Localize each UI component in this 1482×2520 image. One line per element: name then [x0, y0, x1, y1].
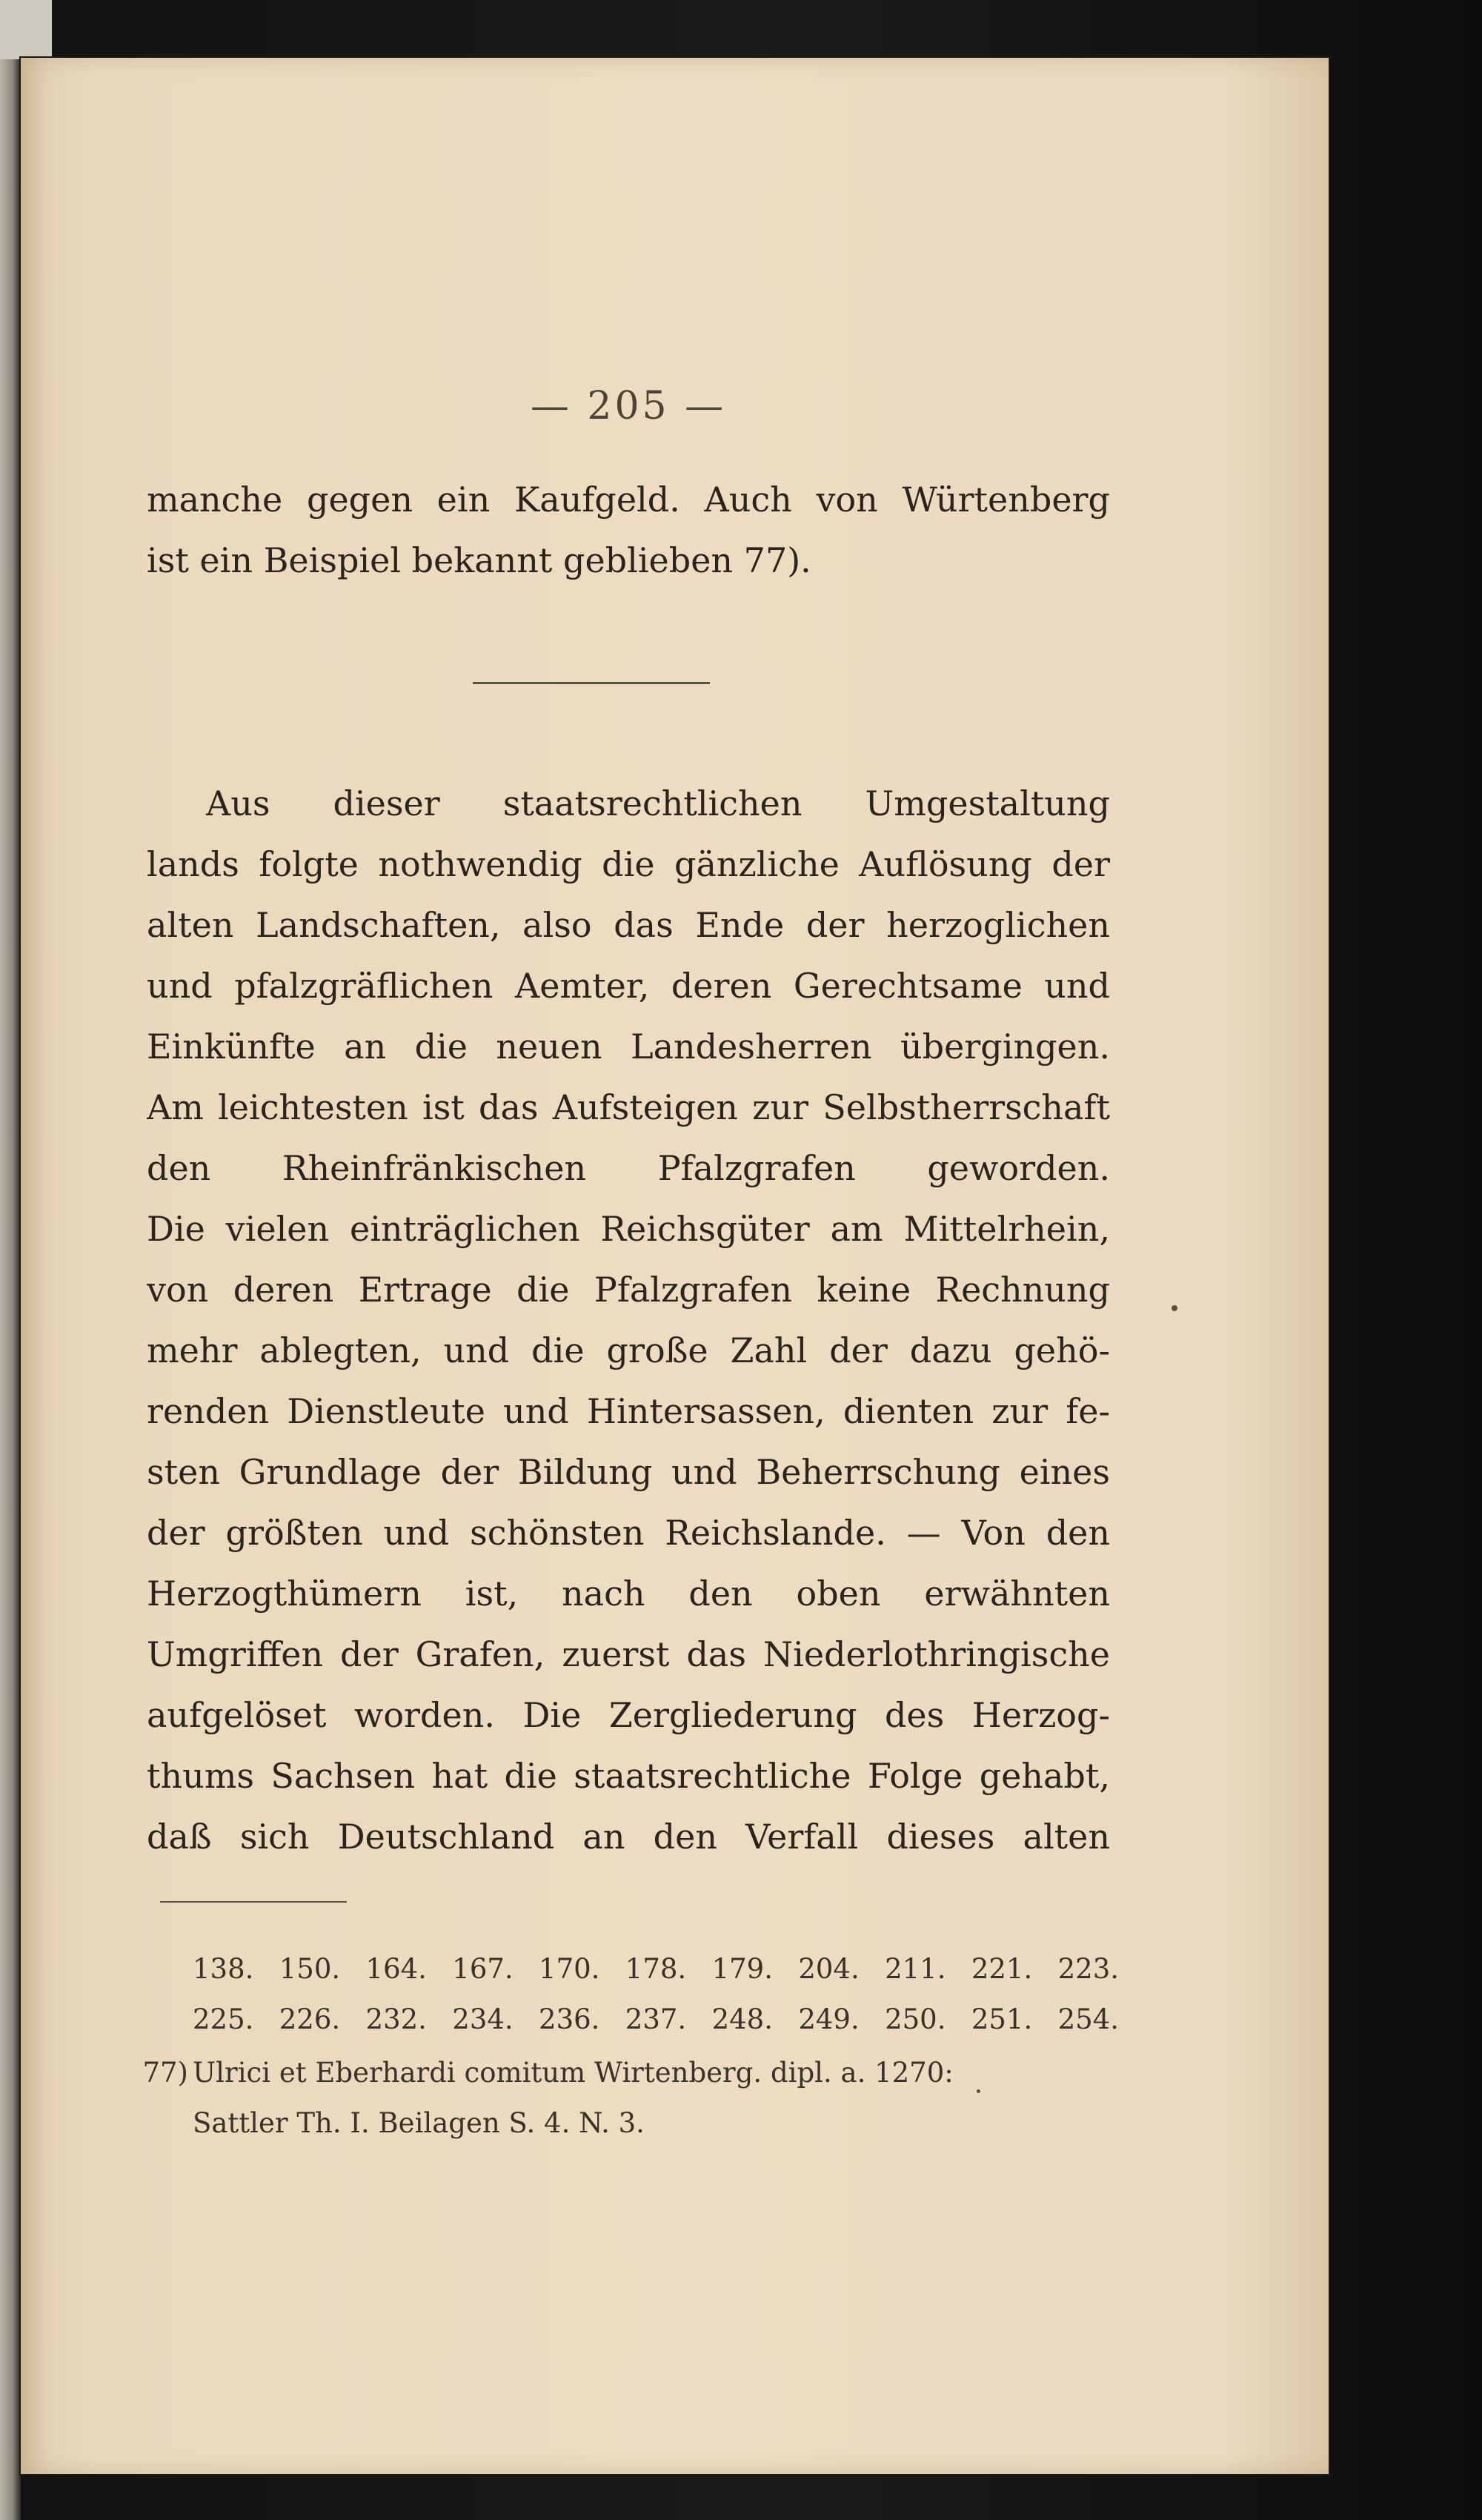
body-line-4: und pfalzgräflichen Aemter, deren Gerechtsame und	[147, 966, 1110, 1006]
body-line-15: Umgriffen der Grafen, zuerst das Niederlothringische	[147, 1634, 1110, 1674]
footnote-line-2: Sattler Th. I. Beilagen S. 4. N. 3.	[193, 2107, 645, 2139]
section-divider	[473, 682, 710, 684]
body-line-13: der größten und schönsten Reichslande. — Von den	[147, 1513, 1110, 1553]
body-line-18: daß sich Deutschland an den Verfall dieses alten	[147, 1817, 1110, 1857]
footnote-separator	[160, 1901, 347, 1903]
body-line-6: Am leichtesten ist das Aufsteigen zur Selbstherrschaft	[147, 1087, 1110, 1127]
body-line-7: den Rheinfränkischen Pfalzgrafen geworden.	[147, 1148, 1110, 1188]
reference-numbers	[193, 1944, 1119, 2045]
body-line-14: Herzogthümern ist, nach den oben erwähnten	[147, 1574, 1110, 1614]
footnote-marker: 77)	[142, 2057, 188, 2089]
book-page	[21, 58, 1329, 2474]
intro-line-1: manche gegen ein Kaufgeld. Auch von Würtenberg	[147, 480, 1110, 520]
intro-paragraph	[147, 469, 1110, 591]
intro-line-2: ist ein Beispiel bekannt geblieben 77).	[147, 540, 811, 580]
page-number: — 205 —	[530, 384, 727, 428]
body-line-12: sten Grundlage der Bildung und Beherrschung eines	[147, 1452, 1110, 1492]
footnote-text-1: Ulrici et Eberhardi comitum Wirtenberg. dipl. a. 1270:	[193, 2057, 954, 2089]
body-line-10: mehr ablegten, und die große Zahl der dazu gehö-	[147, 1330, 1110, 1370]
body-line-16: aufgelöset worden. Die Zergliederung des Herzog-	[147, 1695, 1110, 1735]
body-line-17: thums Sachsen hat die staatsrechtliche Folge gehabt,	[147, 1756, 1110, 1796]
paper-speck	[1172, 1305, 1177, 1311]
reference-line-2: 225. 226. 232. 234. 236. 237. 248. 249. 250. 251. 254.	[193, 2003, 1119, 2035]
body-line-2: lands folgte nothwendig die gänzliche Auflösung der	[147, 844, 1110, 884]
main-paragraph	[147, 773, 1110, 1867]
footnote-77	[142, 2048, 1119, 2149]
scan-corner-tab	[0, 0, 52, 59]
paper-speck	[977, 2089, 980, 2093]
body-line-5: Einkünfte an die neuen Landesherren übergingen.	[147, 1027, 1110, 1067]
body-line-1: Aus dieser staatsrechtlichen Umgestaltung	[206, 783, 1110, 823]
body-line-9: von deren Ertrage die Pfalzgrafen keine Rechnung	[147, 1270, 1110, 1310]
body-line-11: renden Dienstleute und Hintersassen, dienten zur fe-	[147, 1391, 1110, 1431]
body-line-8: Die vielen einträglichen Reichsgüter am Mittelrhein,	[147, 1209, 1110, 1249]
book-binding-edge	[0, 0, 21, 2520]
reference-line-1: 138. 150. 164. 167. 170. 178. 179. 204. 211. 221. 223.	[193, 1953, 1119, 1985]
body-line-3: alten Landschaften, also das Ende der herzoglichen	[147, 905, 1110, 945]
